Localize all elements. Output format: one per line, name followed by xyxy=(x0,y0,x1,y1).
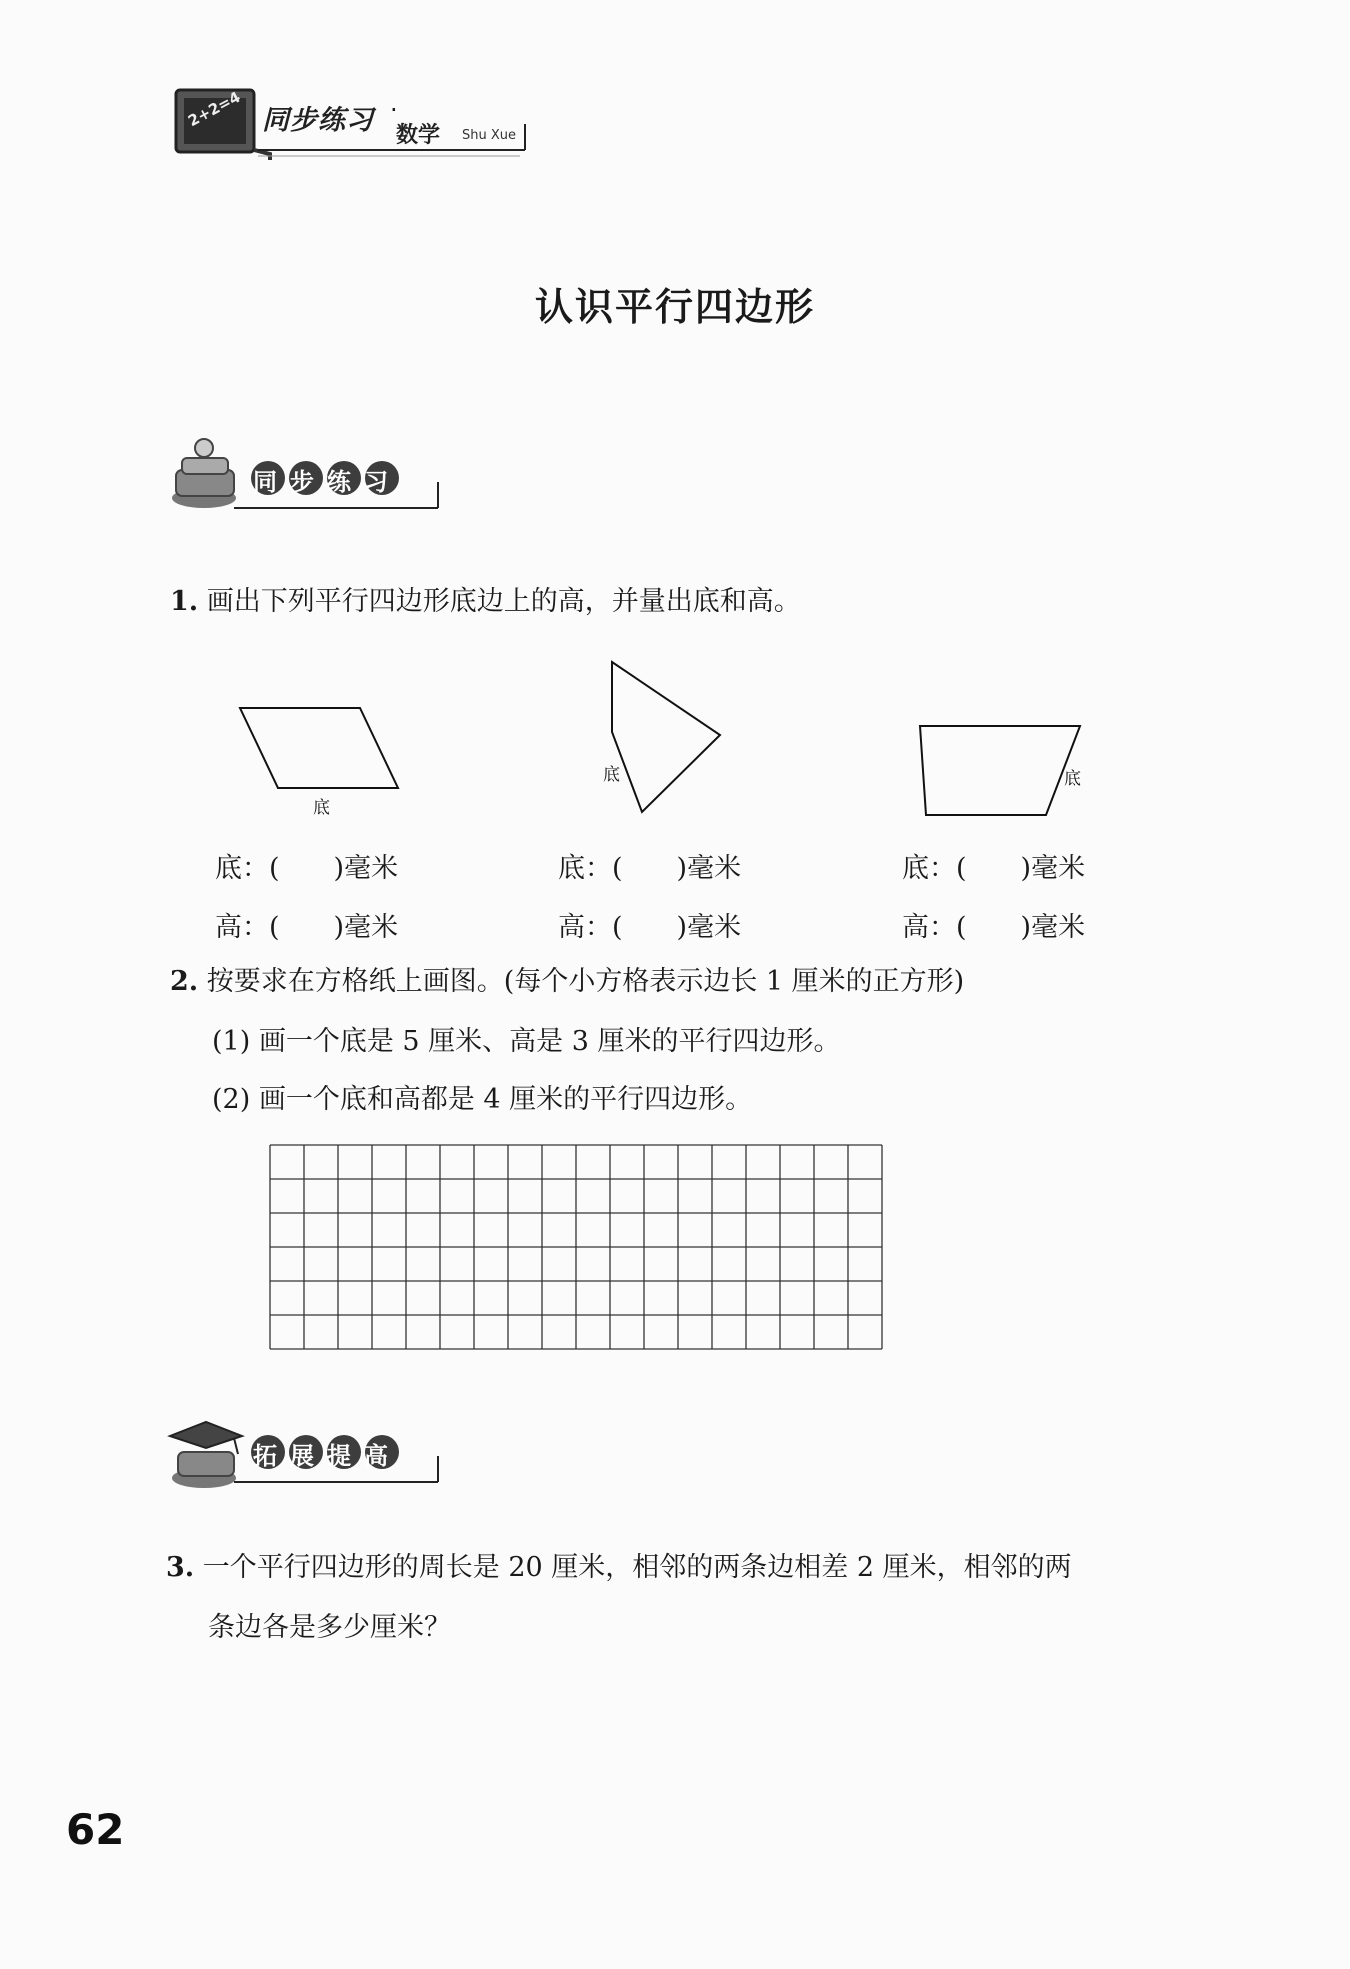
question-2 xyxy=(170,962,964,1002)
parallelogram-2 xyxy=(612,662,720,812)
question-3 xyxy=(166,1548,1072,1588)
shape-3-base-label: 底 xyxy=(1064,769,1081,789)
question-1-text: 画出下列平行四边形底边上的高，并量出底和高。 xyxy=(206,586,801,617)
page-title: 认识平行四边形 xyxy=(534,284,815,329)
page-number: 62 xyxy=(66,1805,125,1854)
question-3-number: 3. xyxy=(166,1552,195,1583)
header-dot: · xyxy=(390,96,398,124)
shape-1-base-label: 底 xyxy=(313,798,330,818)
question-3-text-line-2: 条边各是多少厘米？ xyxy=(208,1612,451,1643)
shape-3-base-blank: 底：( )毫米 xyxy=(902,853,1086,884)
parallelogram-1 xyxy=(240,708,398,788)
grid-paper[interactable] xyxy=(268,1143,888,1351)
shape-1-height-blank: 高：( )毫米 xyxy=(215,912,399,943)
shape-1-base-blank: 底：( )毫米 xyxy=(215,853,399,884)
header-book-label: 同步练习 xyxy=(262,105,374,136)
question-3-text-line-1: 一个平行四边形的周长是 20 厘米，相邻的两条边相差 2 厘米，相邻的两 xyxy=(202,1552,1072,1583)
shape-2-base-label: 底 xyxy=(603,765,620,785)
question-2-sub-2: (2) 画一个底和高都是 4 厘米的平行四边形。 xyxy=(212,1084,753,1115)
shape-2-height-blank: 高：( )毫米 xyxy=(558,912,742,943)
header-badge-text: 2+2=4 xyxy=(185,87,244,131)
parallelogram-3 xyxy=(920,726,1080,815)
parallelogram-figures xyxy=(220,650,1120,830)
shape-3-height-blank: 高：( )毫米 xyxy=(902,912,1086,943)
section-extension-label: 拓展提高 xyxy=(253,1442,401,1470)
question-1 xyxy=(170,582,801,622)
section-practice-label: 同步练习 xyxy=(253,468,401,496)
header-pinyin: Shu Xue xyxy=(462,128,517,143)
header-subject: 数学 xyxy=(396,123,441,148)
question-1-number: 1. xyxy=(170,586,199,617)
question-2-number: 2. xyxy=(170,966,199,997)
shape-2-base-blank: 底：( )毫米 xyxy=(558,853,742,884)
question-2-sub-1: (1) 画一个底是 5 厘米、高是 3 厘米的平行四边形。 xyxy=(212,1026,841,1057)
question-2-text: 按要求在方格纸上画图。(每个小方格表示边长 1 厘米的正方形) xyxy=(206,966,965,997)
